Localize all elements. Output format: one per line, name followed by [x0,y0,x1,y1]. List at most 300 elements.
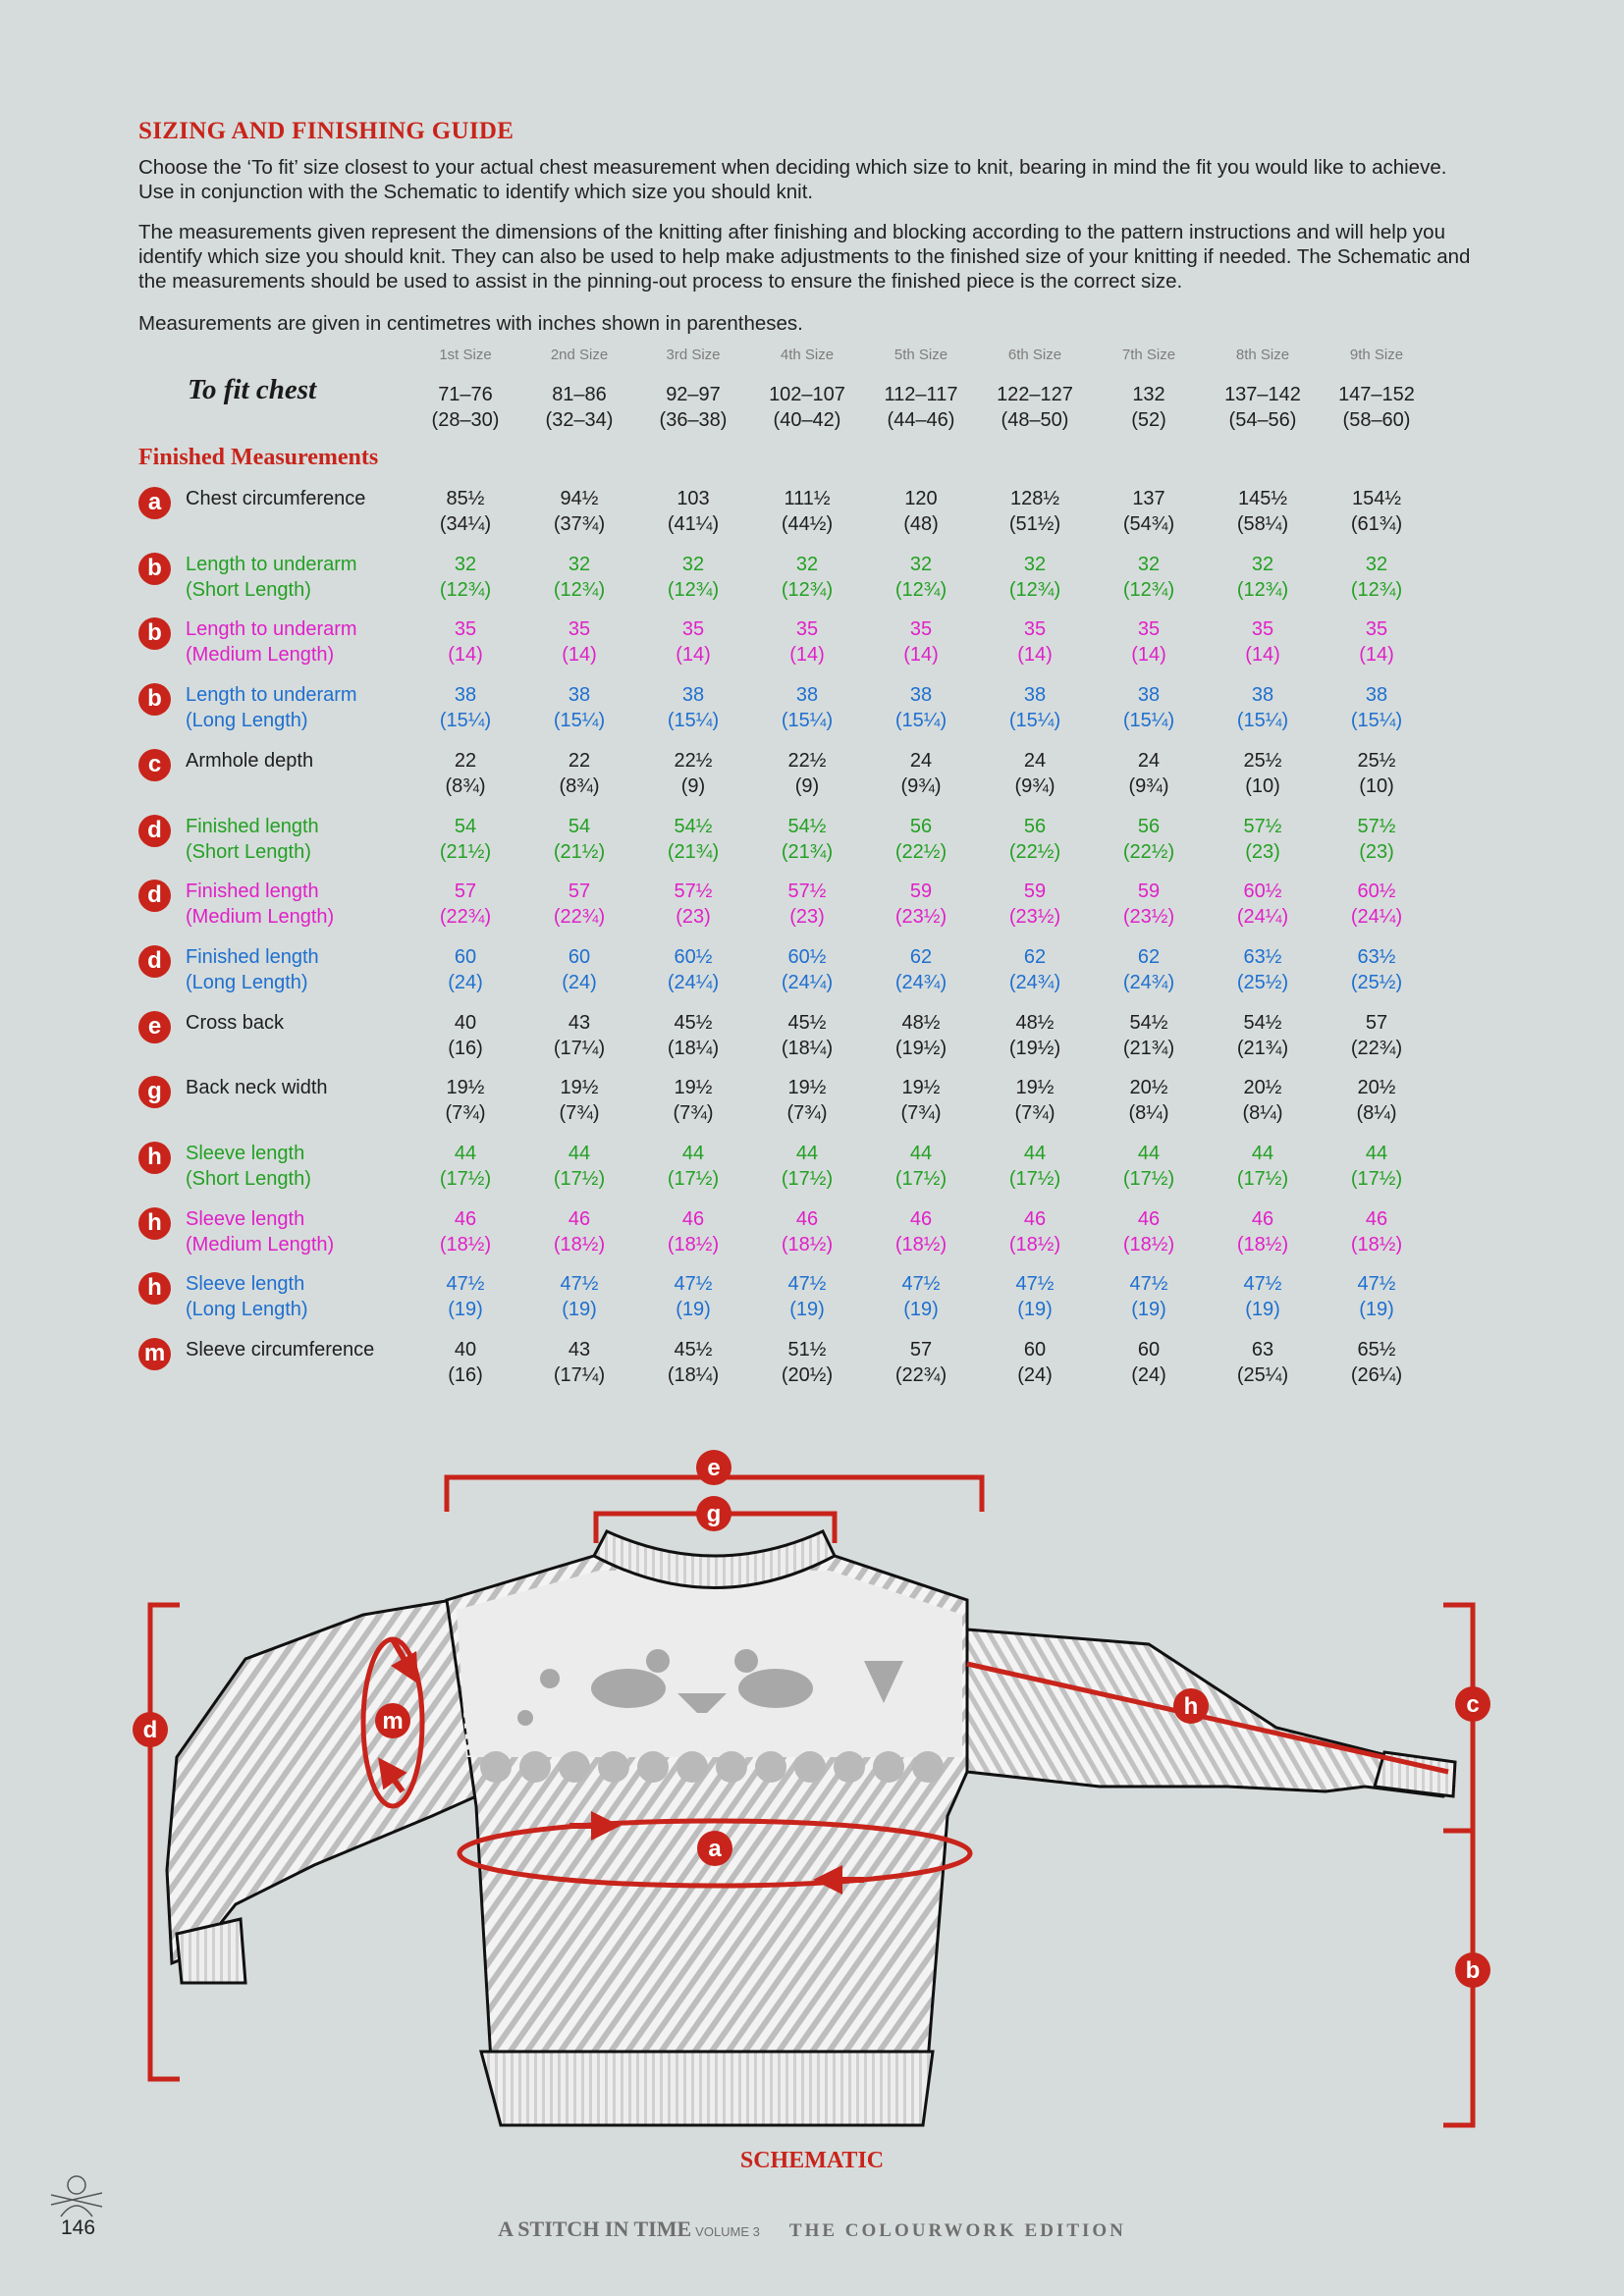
svg-text:e: e [707,1455,721,1481]
measurement-cell [408,944,522,995]
to-fit-cell [636,382,750,433]
measurement-cm: 111½ [784,488,831,509]
measurement-in: (14) [1359,644,1394,666]
measurement-in: (23) [1245,841,1280,863]
measurement-in: (17½) [553,1168,606,1190]
measurement-label [186,814,411,865]
measurement-cell [864,879,978,930]
measurement-in: (12¾) [1008,579,1061,601]
measurement-in: (9¾) [1128,775,1169,797]
measurement-cell [864,1075,978,1126]
measurement-label [186,1206,411,1257]
measurement-in: (24¼) [1350,906,1403,928]
measurement-cm: 128½ [1009,488,1060,509]
measurement-cell [522,1075,636,1126]
measurement-cm: 22½ [787,750,827,772]
measurement-letter-badge: h [138,1207,171,1240]
measurement-cell [1092,1271,1206,1322]
measurement-letter-badge: d [138,815,171,847]
measurement-cell [408,1337,522,1388]
measurement-cm: 35 [681,618,705,640]
measurement-in: (18½) [439,1234,492,1255]
measurement-cell [1092,1075,1206,1126]
measurement-cm: 60 [1137,1339,1161,1361]
size-header: 5th Size [893,347,948,363]
to-fit-cm: 81–86 [552,384,607,405]
size-header: 9th Size [1349,347,1404,363]
measurement-in: (61¾) [1350,513,1403,535]
measurement-in: (22¾) [553,906,606,928]
measurement-cell [864,552,978,603]
measurement-cell [1206,1271,1320,1322]
measurement-in: (14) [789,644,825,666]
footer-edition: THE COLOURWORK EDITION [788,2220,1126,2241]
measurement-cell [522,944,636,995]
measurement-cm: 47½ [787,1273,827,1295]
measurement-in: (9) [794,775,820,797]
measurement-cm: 44 [1251,1143,1274,1164]
measurement-in: (21½) [553,841,606,863]
measurement-cell [978,552,1092,603]
to-fit-cell [1206,382,1320,433]
measurement-cell [636,944,750,995]
measurement-cm: 22½ [674,750,713,772]
measurement-in: (14) [1245,644,1280,666]
measurement-in: (12¾) [439,579,492,601]
measurement-cell [636,682,750,733]
svg-text:d: d [142,1717,158,1743]
measurement-cell [864,1337,978,1388]
measurement-label-line: Sleeve length [186,1143,305,1164]
measurement-in: (21¾) [1236,1038,1289,1059]
measurement-cell [1320,682,1434,733]
measurement-cm: 94½ [560,488,599,509]
measurement-in: (18½) [1350,1234,1403,1255]
measurement-cell [522,1337,636,1388]
size-header: 8th Size [1235,347,1290,363]
measurement-in: (17½) [1236,1168,1289,1190]
measurement-cm: 59 [1023,881,1047,902]
measurement-cm: 22 [568,750,591,772]
measurement-label [186,486,411,511]
measurement-cm: 47½ [446,1273,485,1295]
measurement-cm: 60 [568,946,591,968]
measurement-cell [1320,748,1434,799]
measurement-in: (15¼) [667,710,720,731]
measurement-cm: 20½ [1357,1077,1396,1098]
svg-text:m: m [382,1708,404,1735]
measurement-cell [1206,682,1320,733]
measurement-in: (19) [1017,1299,1053,1320]
measurement-in: (21¾) [781,841,834,863]
measurement-cell [408,682,522,733]
measurement-cm: 57½ [674,881,713,902]
to-fit-cm: 122–127 [997,384,1073,405]
measurement-cm: 35 [454,618,477,640]
measurement-cell [522,814,636,865]
measurement-cm: 56 [1137,816,1161,837]
measurement-label-line: Length to underarm [186,554,357,575]
measurement-in: (18¼) [781,1038,834,1059]
measurement-cell [1206,1206,1320,1257]
measurement-in: (8¾) [445,775,486,797]
measurement-in: (24¼) [781,972,834,993]
measurement-label-line: (Short Length) [186,841,311,863]
measurement-cm: 38 [1023,684,1047,706]
measurement-cm: 38 [568,684,591,706]
measurement-cell [1092,1337,1206,1388]
measurement-cm: 19½ [787,1077,827,1098]
measurement-in: (25¼) [1236,1364,1289,1386]
measurement-cell [408,1271,522,1322]
measurement-cm: 40 [454,1012,477,1034]
measurement-cell [978,1010,1092,1061]
measurement-cell [750,814,864,865]
measurement-cell [864,682,978,733]
measurement-in: (14) [562,644,597,666]
measurement-cell [1092,616,1206,667]
to-fit-in: (36–38) [659,409,728,431]
measurement-in: (15¼) [553,710,606,731]
measurement-cm: 103 [677,488,710,509]
measurement-in: (19) [1359,1299,1394,1320]
measurement-label-line: (Medium Length) [186,906,335,928]
measurement-cm: 145½ [1237,488,1288,509]
measurement-in: (37¾) [553,513,606,535]
measurement-cm: 20½ [1243,1077,1282,1098]
to-fit-cm: 71–76 [438,384,493,405]
measurement-cm: 57 [1365,1012,1388,1034]
measurement-in: (8¼) [1356,1102,1397,1124]
measurement-cm: 54½ [1129,1012,1168,1034]
measurement-label-line: Back neck width [186,1077,328,1098]
measurement-in: (48) [903,513,939,535]
measurement-label [186,1010,411,1036]
measurement-cell [1320,1075,1434,1126]
to-fit-in: (58–60) [1342,409,1411,431]
to-fit-chest-label: To fit chest [188,374,317,405]
measurement-in: (34¼) [439,513,492,535]
measurement-cm: 46 [1023,1208,1047,1230]
measurement-cm: 47½ [560,1273,599,1295]
to-fit-cell [522,382,636,433]
svg-text:g: g [706,1501,722,1527]
measurement-in: (44½) [781,513,834,535]
measurement-in: (16) [448,1038,483,1059]
page-title: SIZING AND FINISHING GUIDE [138,118,514,144]
measurement-in: (14) [676,644,711,666]
measurement-cm: 32 [1137,554,1161,575]
measurement-cell [864,814,978,865]
measurement-in: (58¼) [1236,513,1289,535]
measurement-cell [1206,1337,1320,1388]
measurement-cm: 54 [454,816,477,837]
measurement-in: (23½) [894,906,947,928]
measurement-cm: 57 [454,881,477,902]
finished-measurements-heading: Finished Measurements [138,445,379,470]
to-fit-cell [750,382,864,433]
measurement-cm: 46 [1251,1208,1274,1230]
measurement-cell [522,552,636,603]
measurement-cm: 57 [909,1339,933,1361]
measurement-cell [408,616,522,667]
marker-a [697,1831,732,1866]
measurement-cm: 62 [1023,946,1047,968]
measurement-in: (54¾) [1122,513,1175,535]
measurement-in: (51½) [1008,513,1061,535]
measurement-cm: 19½ [446,1077,485,1098]
measurement-label-line: Sleeve length [186,1273,305,1295]
measurement-cell [408,552,522,603]
measurement-label-line: Sleeve circumference [186,1339,375,1361]
measurement-cm: 46 [909,1208,933,1230]
measurement-cell [750,1141,864,1192]
measurement-cell [408,814,522,865]
measurement-cell [978,1075,1092,1126]
measurement-in: (18¼) [667,1038,720,1059]
measurement-in: (15¼) [1008,710,1061,731]
measurement-in: (22¾) [439,906,492,928]
measurement-in: (15¼) [439,710,492,731]
measurement-in: (23) [1359,841,1394,863]
measurement-in: (24¾) [894,972,947,993]
svg-text:c: c [1466,1691,1480,1718]
measurement-letter-badge: m [138,1338,171,1370]
sweater-schematic [0,1433,1624,2140]
measurement-in: (17¼) [553,1364,606,1386]
marker-b [1455,1952,1490,1988]
measurement-cell [636,879,750,930]
measurement-cell [636,1010,750,1061]
measurement-cm: 44 [795,1143,819,1164]
measurement-cell [408,1010,522,1061]
measurement-cell [750,1075,864,1126]
measurement-cm: 38 [909,684,933,706]
measurement-cell [636,814,750,865]
measurement-label-line: Chest circumference [186,488,366,509]
measurement-cm: 46 [681,1208,705,1230]
to-fit-cm: 132 [1132,384,1165,405]
measurement-cell [636,1141,750,1192]
measurement-cell [1092,486,1206,537]
measurement-cm: 32 [795,554,819,575]
measurement-in: (24) [1131,1364,1166,1386]
measurement-cm: 43 [568,1339,591,1361]
measurement-cell [1320,1141,1434,1192]
measurement-in: (12¾) [667,579,720,601]
measurement-in: (19) [448,1299,483,1320]
measurement-cell [1206,616,1320,667]
measurement-in: (23½) [1122,906,1175,928]
measurement-cm: 120 [904,488,938,509]
measurement-cell [636,486,750,537]
to-fit-cell [1092,382,1206,433]
measurement-cm: 46 [1137,1208,1161,1230]
measurement-in: (20½) [781,1364,834,1386]
measurement-cell [636,1075,750,1126]
measurement-label [186,552,411,603]
measurement-in: (21¾) [667,841,720,863]
measurement-in: (7¾) [559,1102,600,1124]
page-number: 146 [61,2216,96,2239]
svg-text:h: h [1183,1693,1199,1720]
measurement-cm: 85½ [446,488,485,509]
measurement-cm: 62 [1137,946,1161,968]
measurement-cm: 35 [1365,618,1388,640]
measurement-cm: 24 [1137,750,1161,772]
measurement-in: (8¼) [1128,1102,1169,1124]
measurement-in: (24¾) [1008,972,1061,993]
measurement-cell [1206,486,1320,537]
measurement-in: (14) [1131,644,1166,666]
measurement-cm: 54½ [787,816,827,837]
measurement-label-line: Armhole depth [186,750,314,772]
measurement-in: (41¼) [667,513,720,535]
marker-d [133,1712,168,1747]
measurement-in: (22½) [1122,841,1175,863]
measurement-cell [636,1271,750,1322]
measurement-cm: 63½ [1243,946,1282,968]
measurement-in: (14) [448,644,483,666]
measurement-cell [408,1075,522,1126]
to-fit-cell [1320,382,1434,433]
measurement-in: (12¾) [781,579,834,601]
measurement-in: (9) [680,775,706,797]
measurement-label [186,879,411,930]
measurement-cm: 47½ [1129,1273,1168,1295]
measurement-cm: 25½ [1243,750,1282,772]
measurement-cm: 46 [1365,1208,1388,1230]
measurement-in: (19) [789,1299,825,1320]
measurement-label-line: (Long Length) [186,710,308,731]
measurement-cell [1320,1271,1434,1322]
measurement-cell [636,616,750,667]
measurement-label-line: (Short Length) [186,1168,311,1190]
left-sleeve [167,1600,476,1963]
measurement-cm: 47½ [901,1273,941,1295]
measurement-cm: 19½ [1015,1077,1055,1098]
measurement-label-line: (Short Length) [186,579,311,601]
to-fit-in: (32–34) [545,409,614,431]
marker-m [375,1703,410,1738]
measurement-label [186,944,411,995]
measurement-in: (7¾) [900,1102,942,1124]
measurement-cm: 54½ [674,816,713,837]
measurement-letter-badge: h [138,1272,171,1305]
measurement-letter-badge: c [138,749,171,781]
measurement-cell [1092,1010,1206,1061]
measurement-cell [1092,944,1206,995]
measurement-cell [522,1206,636,1257]
measurement-cm: 35 [1023,618,1047,640]
measurement-cm: 32 [1251,554,1274,575]
measurement-cell [1092,814,1206,865]
measurement-label-line: Sleeve length [186,1208,305,1230]
measurement-in: (12¾) [894,579,947,601]
measurement-cell [978,486,1092,537]
measurement-in: (24¼) [1236,906,1289,928]
measurement-cell [750,616,864,667]
measurement-label-line: (Long Length) [186,1299,308,1320]
measurement-in: (24¼) [667,972,720,993]
measurement-cell [522,616,636,667]
measurement-label [186,1271,411,1322]
measurement-cell [750,1271,864,1322]
measurement-cell [1320,879,1434,930]
measurement-cm: 24 [1023,750,1047,772]
measurement-label [186,1075,411,1100]
measurement-cell [1206,1141,1320,1192]
measurement-cell [636,748,750,799]
measurement-cm: 137 [1132,488,1165,509]
measurement-label [186,682,411,733]
intro-paragraph-2: The measurements given represent the dimensions of the knitting after finishing and blocking according to the pattern instructions and will help you identify which size you should knit. They can also be used to help make adjustments to the finished size of your knitting if needed. The Schematic and the measurements should be used to assist in the pinning-out process to ensure the finished piece is the correct size. [138,221,1471,293]
measurement-in: (18½) [1236,1234,1289,1255]
measurement-cell [1320,814,1434,865]
measurement-in: (19½) [1008,1038,1061,1059]
to-fit-cm: 137–142 [1224,384,1301,405]
measurement-label-line: (Medium Length) [186,644,335,666]
measurement-in: (26¼) [1350,1364,1403,1386]
measurement-cm: 46 [454,1208,477,1230]
measurement-cell [978,682,1092,733]
to-fit-in: (52) [1131,409,1166,431]
measurement-cell [522,1141,636,1192]
measurement-cm: 32 [1023,554,1047,575]
measurement-cm: 62 [909,946,933,968]
measurement-cm: 35 [1137,618,1161,640]
measurement-cm: 32 [568,554,591,575]
measurement-cell [1320,1206,1434,1257]
measurement-letter-badge: a [138,487,171,519]
measurement-cm: 65½ [1357,1339,1396,1361]
size-header: 3rd Size [666,347,721,363]
measurement-cell [750,748,864,799]
measurement-in: (24¾) [1122,972,1175,993]
measurement-cell [1092,1141,1206,1192]
measurement-cell [1320,944,1434,995]
measurement-in: (18½) [1122,1234,1175,1255]
measurement-cell [750,552,864,603]
measurement-cm: 59 [909,881,933,902]
measurement-letter-badge: b [138,683,171,716]
measurement-label-line: (Long Length) [186,972,308,993]
measurement-cm: 43 [568,1012,591,1034]
measurement-in: (21¾) [1122,1038,1175,1059]
measurement-cm: 40 [454,1339,477,1361]
measurement-in: (8¼) [1242,1102,1283,1124]
measurement-cell [864,1141,978,1192]
measurement-cell [408,1206,522,1257]
measurement-cell [978,748,1092,799]
measurement-in: (17½) [439,1168,492,1190]
measurement-cm: 60½ [674,946,713,968]
measurement-cell [1206,748,1320,799]
measurement-cell [978,1206,1092,1257]
measurement-in: (19½) [894,1038,947,1059]
size-header: 6th Size [1007,347,1062,363]
measurement-cm: 47½ [1243,1273,1282,1295]
measurement-in: (7¾) [673,1102,714,1124]
measurement-cm: 35 [1251,618,1274,640]
marker-e [696,1450,731,1485]
measurement-cell [1320,552,1434,603]
measurement-in: (15¼) [894,710,947,731]
measurement-cell [1320,1337,1434,1388]
measurement-in: (17½) [1350,1168,1403,1190]
measurement-letter-badge: e [138,1011,171,1043]
measurement-in: (19) [1245,1299,1280,1320]
